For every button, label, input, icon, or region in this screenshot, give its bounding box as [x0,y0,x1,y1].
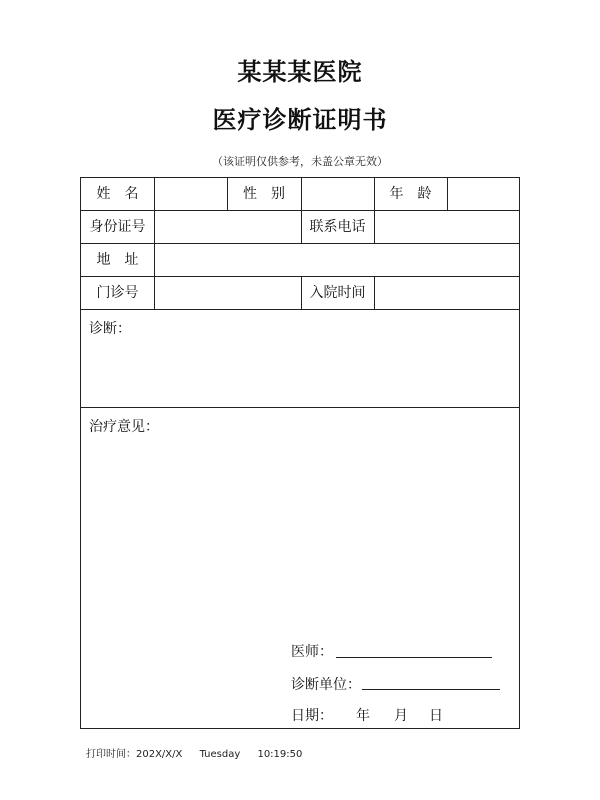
gender-field[interactable] [302,179,373,209]
diagnosis-field[interactable] [82,338,520,406]
date-label: 日期： [291,708,333,724]
gender-label: 性 别 [243,186,285,202]
phone-field[interactable] [375,212,519,242]
address-label: 地 址 [96,252,139,268]
date-day-label: 日 [429,708,443,724]
admission-time-label: 入院时间 [309,285,366,301]
hospital-name: 某某某医院 [237,57,363,86]
treatment-opinion-field[interactable] [82,436,520,636]
validity-notice: （该证明仅供参考，未盖公章无效） [212,155,388,168]
age-field[interactable] [448,179,519,209]
row-divider [81,309,519,310]
id-number-field[interactable] [155,212,300,242]
print-time: 10:19:50 [257,749,303,760]
diagnosis-unit-label: 诊断单位： [291,677,361,693]
outpatient-number-field[interactable] [155,278,300,308]
id-number-label: 身份证号 [89,219,146,235]
doctor-label: 医师： [291,644,333,660]
admission-time-field[interactable] [375,278,519,308]
certificate-form [80,177,520,729]
name-label: 姓 名 [96,186,139,202]
diagnosis-label: 诊断： [89,321,131,337]
date-month-label: 月 [394,708,408,724]
diagnosis-unit-signature-line[interactable] [362,689,500,690]
doctor-signature-line[interactable] [336,657,492,658]
treatment-opinion-label: 治疗意见： [89,419,159,435]
name-field[interactable] [155,179,226,209]
print-weekday: Tuesday [199,749,241,760]
age-label: 年 龄 [389,186,432,202]
outpatient-number-label: 门诊号 [96,285,139,301]
date-year-label: 年 [356,708,370,724]
print-footer [86,745,316,760]
address-field[interactable] [155,245,519,275]
phone-label: 联系电话 [309,219,366,235]
row-divider [81,407,519,408]
print-time-label: 打印时间：202X/X/X [86,749,183,760]
document-title: 医疗诊断证明书 [212,105,388,134]
